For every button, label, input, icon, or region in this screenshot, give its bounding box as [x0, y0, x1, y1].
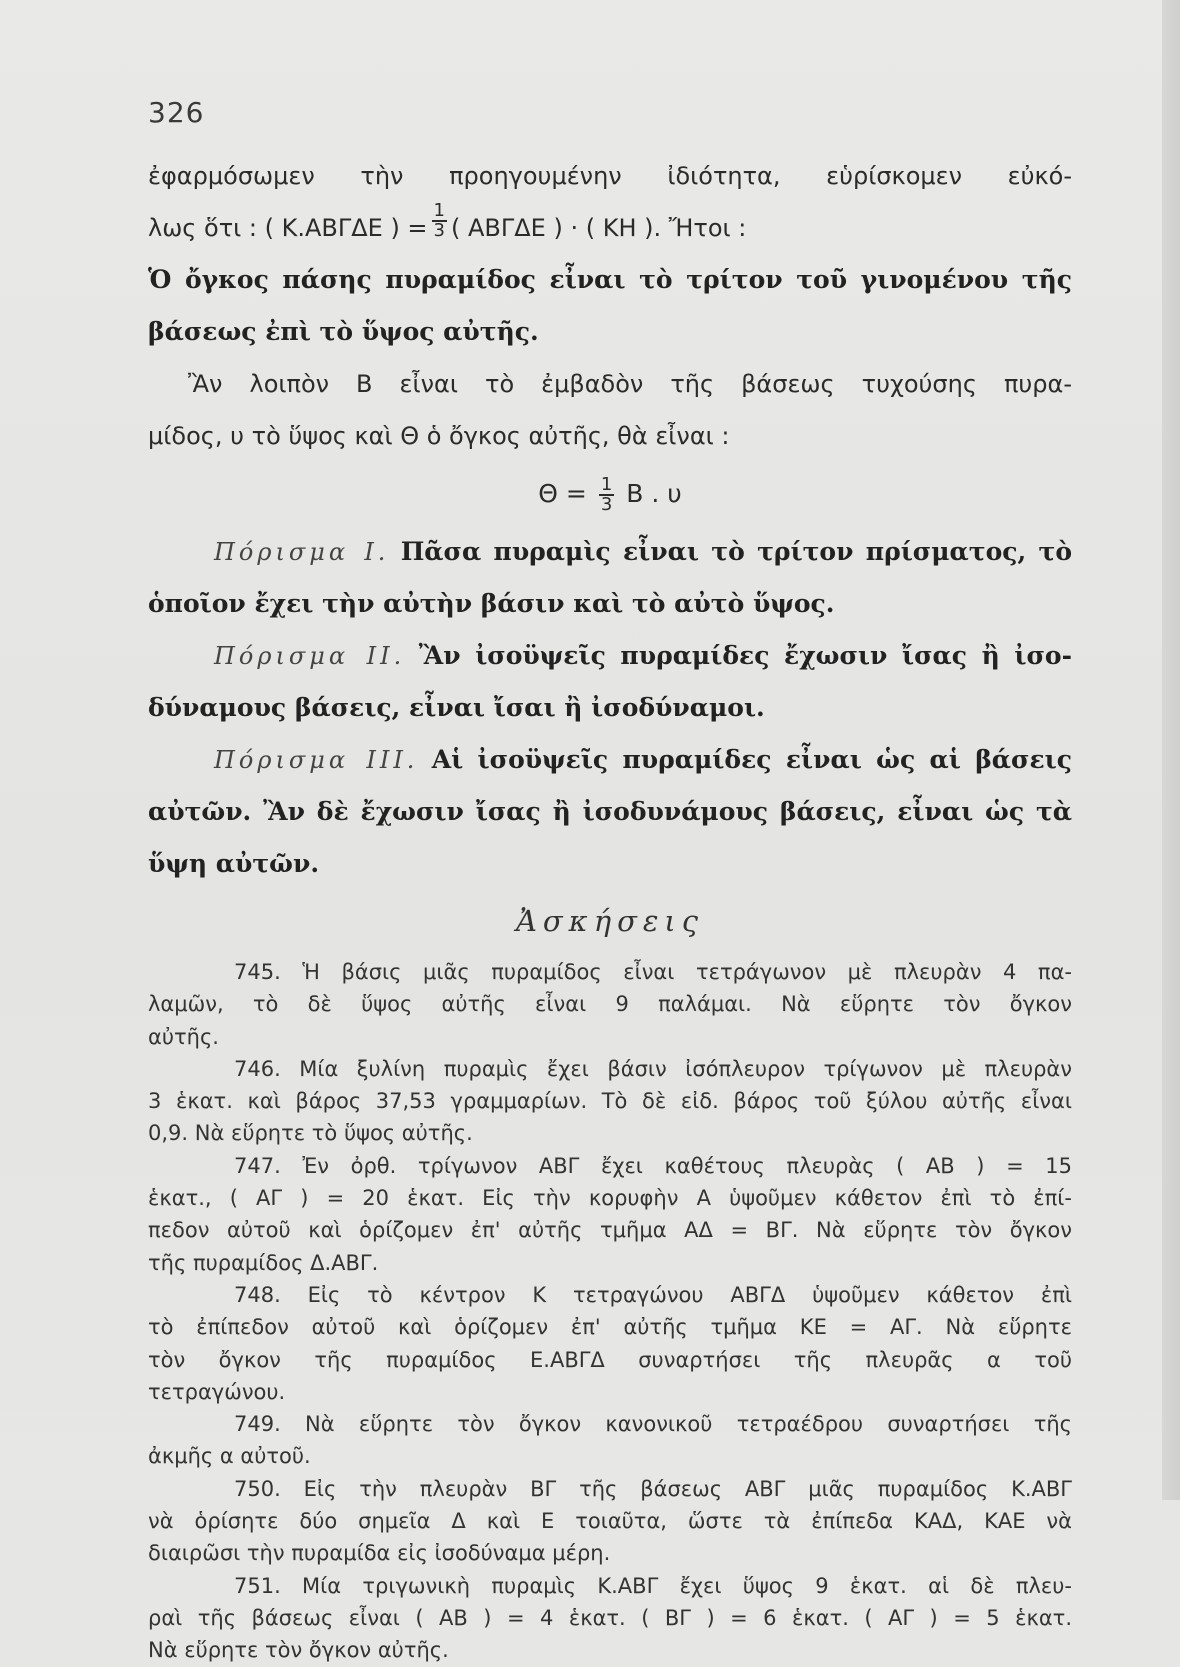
exercise-line: Νὰ εὕρητε τὸν ὄγκον αὐτῆς. — [148, 1638, 449, 1663]
corollary-3-line-3: ὕψη αὐτῶν. — [148, 849, 320, 878]
exercise-line: λαμῶν, τὸ δὲ ὕψος αὐτῆς εἶναι 9 παλάμαι. Νὰ εὕρητε τὸν ὄγκον — [148, 992, 1072, 1017]
exercise-line: 746. Μία ξυλίνη πυραμὶς ἔχει βάσιν ἰσόπλευρον τρίγωνον μὲ πλευρὰν — [234, 1056, 1072, 1081]
formula-numerator: 1 — [600, 474, 613, 495]
page-number: 326 — [148, 96, 205, 129]
exercise-line: αὐτῆς. — [148, 1024, 219, 1049]
exercise-line: τὸ ἐπίπεδον αὐτοῦ καὶ ὁρίζομεν ἐπ' αὐτῆς τμῆμα ΚΕ = ΑΓ. Νὰ εὕρητε — [148, 1315, 1072, 1340]
intro-fraction — [432, 202, 447, 254]
exercises-list — [148, 956, 1072, 1667]
exercise-line: 749. Νὰ εὕρητε τὸν ὄγκον κανονικοῦ τετραέδρου συναρτήσει τῆς — [234, 1412, 1072, 1437]
corollary-2-line-1 — [148, 630, 1072, 682]
volume-formula — [148, 462, 1072, 526]
exercise-line: τῆς πυραμίδος Δ.ΑΒΓ. — [148, 1250, 379, 1275]
exercise-line: 750. Εἰς τὴν πλευρὰν ΒΓ τῆς βάσεως ΑΒΓ μιᾶς πυραμίδος Κ.ΑΒΓ — [234, 1476, 1072, 1501]
corollary-2-line-2: δύναμους βάσεις, εἶναι ἴσαι ἢ ἰσοδύναμοι. — [148, 693, 765, 722]
exercise-line: 751. Μία τριγωνικὴ πυραμὶς Κ.ΑΒΓ ἔχει ὕψος 9 ἑκατ. αἱ δὲ πλευ- — [234, 1573, 1072, 1598]
corollary-2-text-1: Ἂν ἰσοϋψεῖς πυραμίδες ἔχωσιν ἴσας ἢ ἰσο- — [418, 641, 1072, 670]
corollary-1-text-1: Πᾶσα πυραμὶς εἶναι τὸ τρίτον πρίσματος, τὸ — [400, 537, 1072, 566]
formula-left: Θ = — [538, 479, 595, 508]
exercise-line: 3 ἑκατ. καὶ βάρος 37,53 γραμμαρίων. Τὸ δὲ εἰδ. βάρος τοῦ ξύλου αὐτῆς εἶναι — [148, 1089, 1072, 1114]
exercise-item — [148, 1570, 1072, 1667]
exercise-line: ραὶ τῆς βάσεως εἶναι ( ΑΒ ) = 4 ἑκατ. ( ΒΓ ) = 6 ἑκατ. ( ΑΓ ) = 5 ἑκατ. — [148, 1605, 1072, 1630]
exercises-heading: Ἀσκήσεις — [515, 904, 705, 938]
exercise-line: 745. Ἡ βάσις μιᾶς πυραμίδος εἶναι τετράγωνον μὲ πλευρὰν 4 πα- — [234, 960, 1072, 984]
exercise-item — [148, 1279, 1072, 1408]
fraction-numerator: 1 — [433, 200, 445, 221]
intro-line-2 — [148, 202, 1072, 254]
exercise-line: νὰ ὁρίσητε δύο σημεῖα Δ καὶ Ε τοιαῦτα, ὥστε τὰ ἐπίπεδα ΚΑΔ, ΚΑΕ νὰ — [148, 1509, 1072, 1534]
formula-right: Β . υ — [626, 479, 682, 508]
exercise-line: διαιρῶσι τὴν πυραμίδα εἰς ἰσοδύναμα μέρη. — [148, 1541, 611, 1566]
corollary-2-label: Πόρισμα ΙΙ. — [214, 642, 406, 670]
para-line-1: Ἂν λοιπὸν Β εἶναι τὸ ἐμβαδὸν τῆς βάσεως τυχούσης πυρα- — [188, 370, 1072, 398]
formula-denominator: 3 — [600, 494, 613, 515]
exercise-line: ἀκμῆς α αὐτοῦ. — [148, 1444, 311, 1469]
exercise-line: τετραγώνου. — [148, 1379, 286, 1404]
exercise-line: πεδον αὐτοῦ καὶ ὁρίζομεν ἐπ' αὐτῆς τμῆμα ΑΔ = ΒΓ. Νὰ εὕρητε τὸν ὄγκον — [148, 1218, 1072, 1243]
corollary-3-line-1 — [148, 734, 1072, 786]
para-line-2: μίδος, υ τὸ ὕψος καὶ Θ ὁ ὄγκος αὐτῆς, θὰ εἶναι : — [148, 422, 730, 450]
exercise-item — [148, 1053, 1072, 1150]
corollary-3-line-2: αὐτῶν. Ἂν δὲ ἔχωσιν ἴσας ἢ ἰσοδυνάμους βάσεις, εἶναι ὡς τὰ — [148, 797, 1072, 826]
corollary-1-line-1 — [148, 526, 1072, 578]
exercise-line: 748. Εἰς τὸ κέντρον Κ τετραγώνου ΑΒΓΔ ὑψοῦμεν κάθετον ἐπὶ — [234, 1282, 1072, 1307]
exercise-item — [148, 1150, 1072, 1279]
intro-line-2-a: λως ὅτι : ( Κ.ΑΒΓΔΕ ) = — [148, 214, 428, 242]
corollary-3-text-1: Αἱ ἰσοϋψεῖς πυραμίδες εἶναι ὡς αἱ βάσεις — [431, 745, 1072, 774]
exercise-item — [148, 1473, 1072, 1570]
theorem-line-1: Ὁ ὄγκος πάσης πυραμίδος εἶναι τὸ τρίτον τοῦ γινομένου τῆς — [148, 265, 1072, 294]
corollary-1-line-2: ὁποῖον ἔχει τὴν αὐτὴν βάσιν καὶ τὸ αὐτὸ ὕψος. — [148, 589, 835, 618]
exercise-line: 747. Ἐν ὀρθ. τρίγωνον ΑΒΓ ἔχει καθέτους πλευρὰς ( ΑΒ ) = 15 — [234, 1153, 1072, 1178]
intro-line-1: ἐφαρμόσωμεν τὴν προηγουμένην ἰδιότητα, εὑρίσκομεν εὐκό- — [148, 162, 1072, 190]
exercise-line: 0,9. Νὰ εὕρητε τὸ ὕψος αὐτῆς. — [148, 1121, 473, 1146]
formula-fraction — [599, 476, 614, 514]
exercise-item — [148, 956, 1072, 1053]
corollary-1-label: Πόρισμα Ι. — [214, 538, 390, 566]
exercise-item — [148, 1408, 1072, 1473]
exercise-line: τὸν ὄγκον τῆς πυραμίδος Ε.ΑΒΓΔ συναρτήσει τῆς πλευρᾶς α τοῦ — [148, 1347, 1072, 1372]
page-edge — [1162, 0, 1180, 1500]
intro-line-2-b: ( ΑΒΓΔΕ ) · ( ΚΗ ). Ἤτοι : — [451, 214, 747, 242]
theorem-line-2: βάσεως ἐπὶ τὸ ὕψος αὐτῆς. — [148, 317, 539, 346]
page-content — [148, 150, 1072, 1667]
fraction-denominator: 3 — [433, 220, 445, 241]
exercise-line: ἑκατ., ( ΑΓ ) = 20 ἑκατ. Εἰς τὴν κορυφὴν Α ὑψοῦμεν κάθετον ἐπὶ τὸ ἐπί- — [148, 1186, 1072, 1211]
corollary-3-label: Πόρισμα ΙΙΙ. — [214, 746, 419, 774]
